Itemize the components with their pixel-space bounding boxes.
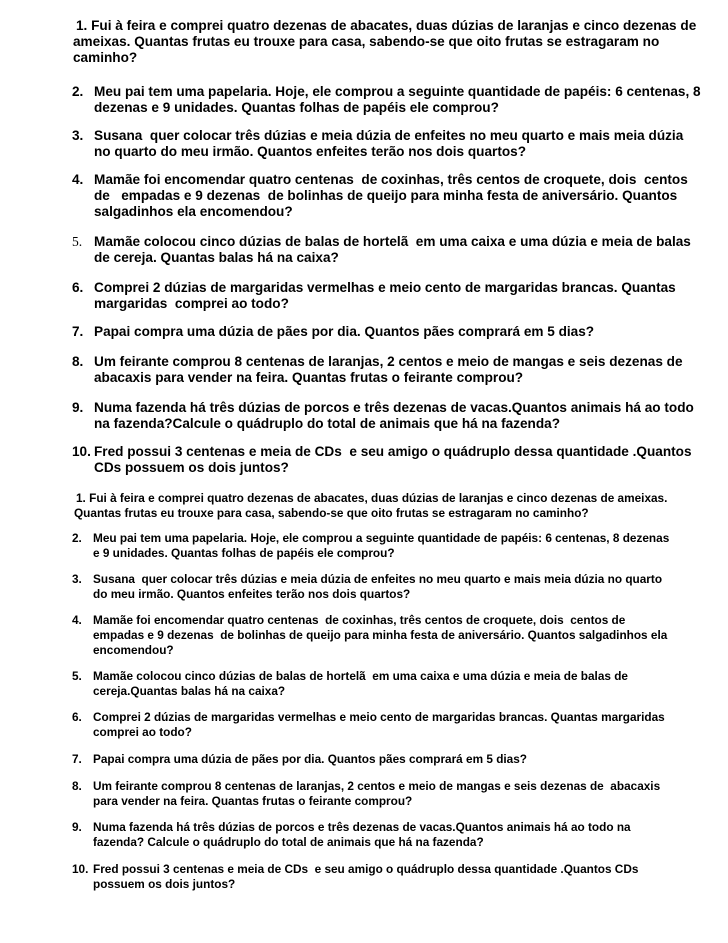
question-text [94,324,722,340]
question-2-repeat [72,531,722,561]
question-text [93,613,722,658]
question-4-repeat [72,613,722,658]
question-6 [72,280,722,312]
question-line: empadas e 9 dezenas de bolinhas de queijo para minha festa de aniversário. Quantos salgadinhos ela [93,628,668,642]
question-text [94,444,722,476]
question-line: Papai compra uma dúzia de pães por dia. Quantos pães comprará em 5 dias? [93,752,528,766]
question-line: 1. Fui à feira e comprei quatro dezenas de abacates, duas dúzias de laranjas e cinco dezenas de [76,18,697,33]
question-line: na fazenda?Calcule o quádruplo do total de animais que há na fazenda? [94,416,561,431]
question-text [73,18,716,66]
question-number: 4. [72,172,84,187]
question-number: 6. [72,710,82,724]
question-line: Comprei 2 dúzias de margaridas vermelhas e meio cento de margaridas brancas. Quantas margaridas [93,710,665,724]
question-line: Um feirante comprou 8 centenas de laranjas, 2 centos e meio de mangas e seis dezenas de [94,354,683,369]
question-number: 10. [72,444,91,459]
question-line: abacaxis para vender na feira. Quantas frutas o feirante comprou? [94,370,524,385]
question-text [93,710,722,740]
question-text [94,234,722,266]
question-8 [72,354,722,386]
question-line: comprei ao todo? [93,725,192,739]
question-3-repeat [72,572,722,602]
question-line: Mamãe colocou cinco dúzias de balas de hortelã em uma caixa e uma dúzia e meia de balas [94,234,691,249]
question-line: no quarto do meu irmão. Quantos enfeites terão nos dois quartos? [94,144,527,159]
question-7 [72,324,722,340]
question-text [94,128,722,160]
question-line: de empadas e 9 dezenas de bolinhas de queijo para minha festa de aniversário. Quantos [94,188,678,203]
question-line: Fred possui 3 centenas e meia de CDs e seu amigo o quádruplo dessa quantidade .Quantos CDs [93,862,639,876]
question-1-repeat [76,491,721,521]
question-number: 3. [72,572,82,586]
question-line: para vender na feira. Quantas frutas o feirante comprou? [93,794,413,808]
question-8-repeat [72,779,722,809]
question-line: Mamãe foi encomendar quatro centenas de coxinhas, três centos de croquete, dois centos [94,172,688,187]
question-2 [72,84,722,116]
question-line: Fred possui 3 centenas e meia de CDs e seu amigo o quádruplo dessa quantidade .Quantos [94,444,692,459]
question-line: Meu pai tem uma papelaria. Hoje, ele comprou a seguinte quantidade de papéis: 6 centenas, 8 dezenas [93,531,670,545]
question-number: 5. [72,234,83,249]
question-number: 2. [72,531,82,545]
question-text [94,84,722,116]
question-line: Mamãe foi encomendar quatro centenas de coxinhas, três centos de croquete, dois centos de [93,613,626,627]
question-5 [72,234,722,266]
question-line: possuem os dois juntos? [93,877,236,891]
question-1 [73,18,716,66]
question-text [93,752,722,767]
question-number: 3. [72,128,84,143]
question-line: Comprei 2 dúzias de margaridas vermelhas e meio cento de margaridas brancas. Quantas [94,280,676,295]
question-text [76,491,721,521]
question-line: Papai compra uma dúzia de pães por dia. Quantos pães comprará em 5 dias? [94,324,595,339]
question-line: encomendou? [93,643,174,657]
question-line: ameixas. Quantas frutas eu trouxe para casa, sabendo-se que oito frutas se estragaram no [73,34,660,49]
question-text [93,820,722,850]
question-text [94,354,722,386]
question-text [93,862,722,892]
question-line: Susana quer colocar três dúzias e meia dúzia de enfeites no meu quarto e mais meia dúzia no quarto [93,572,663,586]
question-text [94,172,722,220]
question-number: 7. [72,752,82,766]
question-number: 5. [72,669,82,683]
question-line: Mamãe colocou cinco dúzias de balas de hortelã em uma caixa e uma dúzia e meia de balas de [93,669,628,683]
question-line: 1. Fui à feira e comprei quatro dezenas de abacates, duas dúzias de laranjas e cinco dezenas de ameixas. [76,491,668,505]
question-number: 8. [72,354,84,369]
question-7-repeat [72,752,722,767]
question-number: 8. [72,779,82,793]
question-number: 4. [72,613,82,627]
question-line: do meu irmão. Quantos enfeites terão nos dois quartos? [93,587,411,601]
question-line: e 9 unidades. Quantas folhas de papéis ele comprou? [93,546,395,560]
question-number: 6. [72,280,84,295]
question-line: Numa fazenda há três dúzias de porcos e três dezenas de vacas.Quantos animais há ao todo [94,400,694,415]
question-line: Um feirante comprou 8 centenas de laranjas, 2 centos e meio de mangas e seis dezenas de abacaxis [93,779,661,793]
question-10-repeat [72,862,722,892]
question-line: cereja.Quantas balas há na caixa? [93,684,286,698]
question-line: caminho? [73,50,138,65]
question-line: Susana quer colocar três dúzias e meia dúzia de enfeites no meu quarto e mais meia dúzia [94,128,684,143]
question-line: Numa fazenda há três dúzias de porcos e três dezenas de vacas.Quantos animais há ao todo na [93,820,631,834]
question-line: CDs possuem os dois juntos? [94,460,289,475]
question-text [93,572,722,602]
question-number: 9. [72,400,84,415]
question-number: 2. [72,84,84,99]
question-9 [72,400,722,432]
question-text [93,669,722,699]
question-number: 10. [72,862,89,876]
question-text [93,531,722,561]
question-line: dezenas e 9 unidades. Quantas folhas de papéis ele comprou? [94,100,499,115]
question-text [93,779,722,809]
question-number: 9. [72,820,82,834]
question-6-repeat [72,710,722,740]
question-line: Quantas frutas eu trouxe para casa, sabendo-se que oito frutas se estragaram no caminho? [74,506,589,520]
question-10 [72,444,722,476]
question-number: 7. [72,324,84,339]
question-text [94,400,722,432]
question-5-repeat [72,669,722,699]
question-line: salgadinhos ela encomendou? [94,204,293,219]
question-line: de cereja. Quantas balas há na caixa? [94,250,339,265]
question-text [94,280,722,312]
question-4 [72,172,722,220]
question-3 [72,128,722,160]
question-line: margaridas comprei ao todo? [94,296,289,311]
question-line: fazenda? Calcule o quádruplo do total de animais que há na fazenda? [93,835,484,849]
question-9-repeat [72,820,722,850]
question-line: Meu pai tem uma papelaria. Hoje, ele comprou a seguinte quantidade de papéis: 6 centenas, 8 [94,84,701,99]
